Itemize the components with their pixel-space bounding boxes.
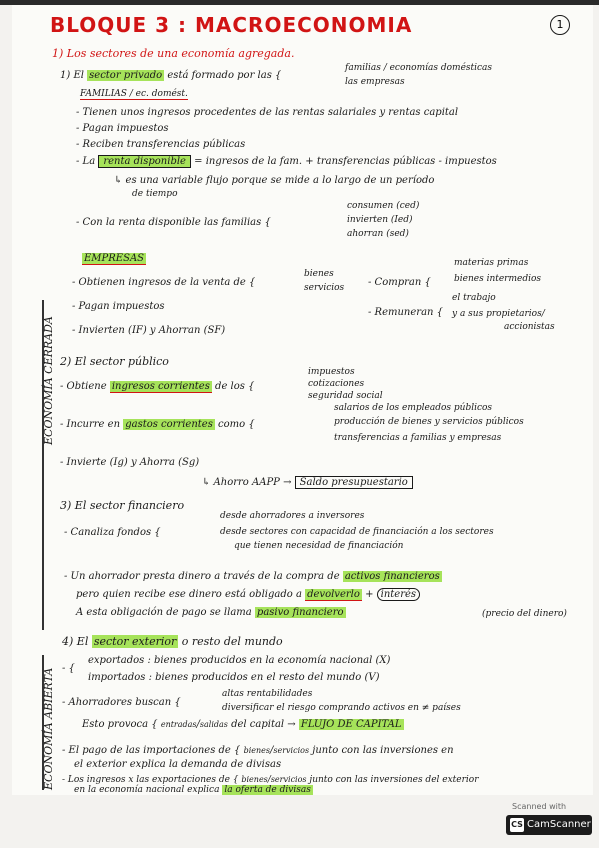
side-label-open-economy: ECONOMÍA ABIERTA bbox=[42, 667, 55, 790]
ingresos-corrientes-line: - Obtiene ingresos corrientes de los { bbox=[60, 381, 255, 392]
demanda-divisas-line: el exterior explica la demanda de divisas bbox=[74, 759, 282, 770]
ahorradores-line: - Ahorradores buscan { bbox=[62, 697, 181, 708]
venta-bienes: bienes bbox=[304, 269, 334, 279]
compran-materias: materias primas bbox=[454, 258, 529, 268]
diversificar: diversificar el riesgo comprando activos en ≠ países bbox=[222, 703, 461, 713]
canaliza-ahorradores: desde ahorradores a inversores bbox=[220, 511, 365, 521]
remuneran-propietarios: y a sus propietarios/ bbox=[452, 309, 545, 319]
renta-uses-line: - Con la renta disponible las familias { bbox=[76, 217, 271, 228]
gasto-produccion: producción de bienes y servicios públicos bbox=[334, 417, 524, 427]
side-label-closed-economy: ECONOMÍA CERRADA bbox=[42, 316, 55, 445]
precio-dinero-note: (precio del dinero) bbox=[482, 609, 567, 619]
canaliza-line: - Canaliza fondos { bbox=[64, 527, 161, 538]
page-title: BLOQUE 3 : MACROECONOMIA bbox=[50, 13, 413, 37]
flujo-note: ↳ es una variable flujo porque se mide a lo largo de un período bbox=[114, 175, 435, 186]
gasto-transferencias: transferencias a familias y empresas bbox=[334, 433, 502, 443]
section3-heading: 3) El sector financiero bbox=[60, 499, 185, 512]
ingreso-cotizaciones: cotizaciones bbox=[308, 379, 365, 389]
compran-line: - Compran { bbox=[368, 277, 431, 288]
compran-intermedios: bienes intermedios bbox=[454, 274, 542, 284]
empresas-bullet-2: - Pagan impuestos bbox=[72, 301, 165, 312]
uso-consumen: consumen (ced) bbox=[347, 201, 420, 211]
camscanner-watermark bbox=[500, 802, 592, 842]
importados-line: importados : bienes producidos en el resto del mundo (V) bbox=[88, 672, 380, 683]
familias-bullet-3: - Reciben transferencias públicas bbox=[76, 139, 246, 150]
pago-importaciones-line: - El pago de las importaciones de { bienes/servicios junto con las inversiones en bbox=[62, 745, 454, 756]
familias-bullet-1: - Tienen unos ingresos procedentes de las rentas salariales y rentas capital bbox=[76, 107, 459, 118]
section1-heading: 1) Los sectores de una economía agregada. bbox=[52, 47, 295, 60]
invierte-ahorra-line: - Invierte (Ig) y Ahorra (Sg) bbox=[60, 457, 200, 468]
remuneran-line: - Remuneran { bbox=[368, 307, 444, 318]
saldo-presupuestario-line: ↳ Ahorro AAPP → Saldo presupuestario bbox=[202, 477, 413, 488]
renta-disponible-line: - La renta disponible = ingresos de la fam. + transferencias públicas - impuestos bbox=[76, 156, 497, 167]
exportados-line: exportados : bienes producidos en la economía nacional (X) bbox=[88, 655, 391, 666]
sector-exterior-brace: - { bbox=[62, 663, 75, 674]
ingreso-impuestos: impuestos bbox=[308, 367, 355, 377]
notebook-page bbox=[12, 5, 593, 795]
section4-heading: 4) El sector exterior o resto del mundo bbox=[62, 635, 283, 648]
oferta-divisas-line: en la economía nacional explica la oferta de divisas bbox=[74, 785, 311, 795]
empresas-bullet-1: - Obtienen ingresos de la venta de { bbox=[72, 277, 256, 288]
familias-label: FAMILIAS / ec. domést. bbox=[80, 89, 188, 99]
gastos-corrientes-line: - Incurre en gastos corrientes como { bbox=[60, 419, 255, 430]
sector-privado-line: 1) El sector privado está formado por las { bbox=[60, 70, 282, 81]
pasivo-financiero-line: A esta obligación de pago se llama pasivo financiero bbox=[76, 607, 344, 618]
brace-familias: familias / economías domésticas bbox=[345, 63, 493, 73]
ingresos-exportaciones-line: - Los ingresos x las exportaciones de { bienes/servicios junto con las inversiones del exterior bbox=[62, 775, 479, 785]
ahorrador-presta-line: - Un ahorrador presta dinero a través de la compra de activos financieros bbox=[64, 571, 440, 582]
remuneran-trabajo: el trabajo bbox=[452, 293, 496, 303]
canaliza-necesidad: que tienen necesidad de financiación bbox=[234, 541, 404, 551]
familias-bullet-2: - Pagan impuestos bbox=[76, 123, 169, 134]
brace-empresas: las empresas bbox=[345, 77, 405, 87]
uso-invierten: invierten (Ied) bbox=[347, 215, 413, 225]
page-number: 1 bbox=[550, 15, 570, 35]
devolverlo-line: pero quien recibe ese dinero está obligado a devolverlo + interés bbox=[76, 589, 420, 600]
flujo-note-2: de tiempo bbox=[132, 189, 178, 199]
rentabilidades: altas rentabilidades bbox=[222, 689, 313, 699]
venta-servicios: servicios bbox=[304, 283, 345, 293]
canaliza-sectores: desde sectores con capacidad de financiación a los sectores bbox=[220, 527, 494, 537]
gasto-salarios: salarios de los empleados públicos bbox=[334, 403, 493, 413]
camscanner-logo-icon: CS bbox=[510, 818, 524, 832]
remuneran-accionistas: accionistas bbox=[504, 322, 555, 332]
empresas-bullet-3: - Invierten (IF) y Ahorran (SF) bbox=[72, 325, 226, 336]
scanned-with-text: Scanned with bbox=[512, 802, 567, 811]
section2-heading: 2) El sector público bbox=[60, 355, 169, 368]
empresas-label: EMPRESAS bbox=[84, 253, 145, 264]
ingreso-seguridad-social: seguridad social bbox=[308, 391, 383, 401]
camscanner-badge bbox=[506, 815, 592, 835]
uso-ahorran: ahorran (sed) bbox=[347, 229, 409, 239]
flujo-capital-line: Esto provoca { entradas/salidas del capital → FLUJO DE CAPITAL bbox=[82, 719, 402, 730]
camscanner-name: CamScanner bbox=[527, 819, 591, 830]
